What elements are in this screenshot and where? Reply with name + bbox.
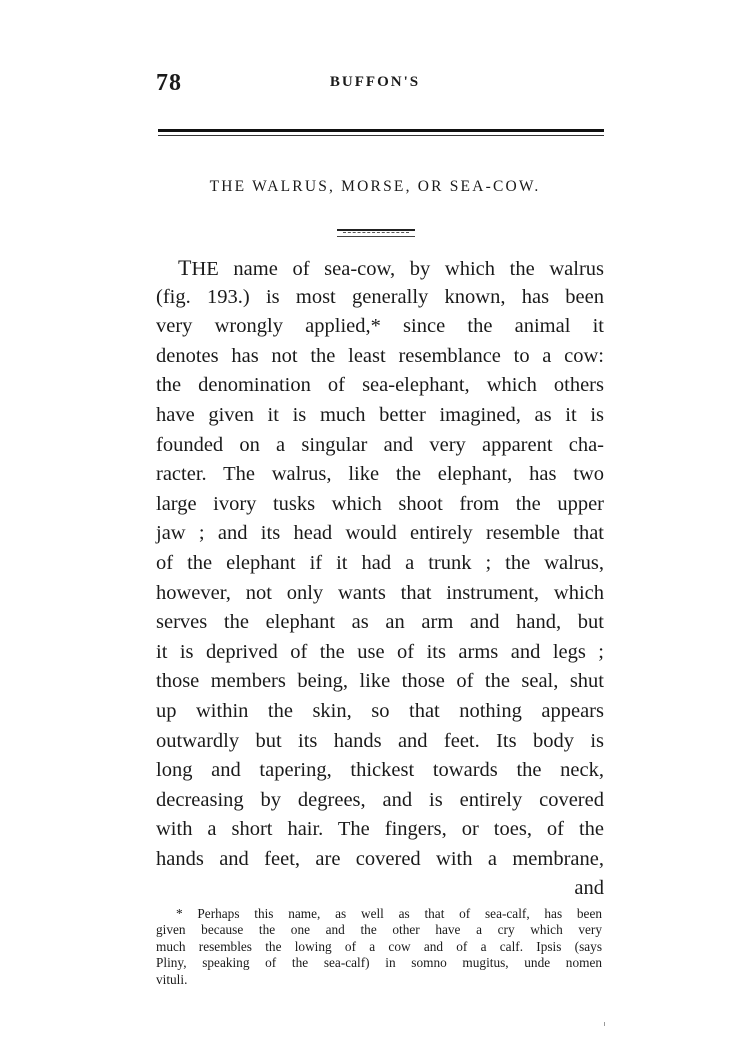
paper-speck: [604, 1022, 605, 1026]
footnote-line: given because the one and the other have a cry which very: [156, 922, 602, 938]
body-line: very wrongly applied,* since the animal it: [156, 315, 604, 338]
body-line: denotes has not the least resemblance to a cow:: [156, 344, 604, 367]
title-ornament-rule: [337, 229, 415, 237]
body-line: have given it is much better imagined, as it is: [156, 403, 604, 426]
body-line: long and tapering, thickest towards the neck,: [156, 759, 604, 782]
running-head: BUFFON'S: [329, 74, 421, 90]
body-line: racter. The walrus, like the elephant, has two: [156, 463, 604, 486]
body-line: jaw ; and its head would entirely resemble that: [156, 522, 604, 545]
catchword: and: [574, 877, 604, 900]
section-title: THE WALRUS, MORSE, OR SEA-COW.: [209, 178, 541, 195]
body-line: serves the elephant as an arm and hand, but: [156, 611, 604, 634]
header-rule-thin: [158, 135, 604, 136]
header-rule-thick: [158, 129, 604, 132]
body-line: outwardly but its hands and feet. Its body is: [156, 729, 604, 752]
body-line: however, not only wants that instrument, which: [156, 581, 604, 604]
body-line: it is deprived of the use of its arms and legs ;: [156, 640, 604, 663]
body-line: hands and feet, are covered with a membrane,: [156, 847, 604, 870]
body-text: [156, 253, 604, 904]
body-line: the denomination of sea-elephant, which others: [156, 374, 604, 397]
footnote-line: vituli.: [156, 971, 188, 987]
body-line: of the elephant if it had a trunk ; the walrus,: [156, 551, 604, 574]
footnote: [156, 906, 602, 988]
body-line: founded on a singular and very apparent cha-: [156, 433, 604, 456]
body-line: (fig. 193.) is most generally known, has been: [156, 285, 604, 308]
body-line: up within the skin, so that nothing appears: [156, 699, 604, 722]
body-line: large ivory tusks which shoot from the upper: [156, 492, 604, 515]
body-line: THE name of sea-cow, by which the walrus: [178, 255, 604, 280]
footnote-line: * Perhaps this name, as well as that of sea-calf, has been: [176, 906, 602, 921]
body-line: decreasing by degrees, and is entirely covered: [156, 788, 604, 811]
body-line: with a short hair. The fingers, or toes, of the: [156, 818, 604, 841]
footnote-line: much resembles the lowing of a cow and of a calf. Ipsis (says: [156, 938, 602, 954]
body-line: those members being, like those of the seal, shut: [156, 670, 604, 693]
footnote-line: Pliny, speaking of the sea-calf) in somno mugitus, unde nomen: [156, 955, 602, 971]
page-number: 78: [156, 70, 182, 96]
